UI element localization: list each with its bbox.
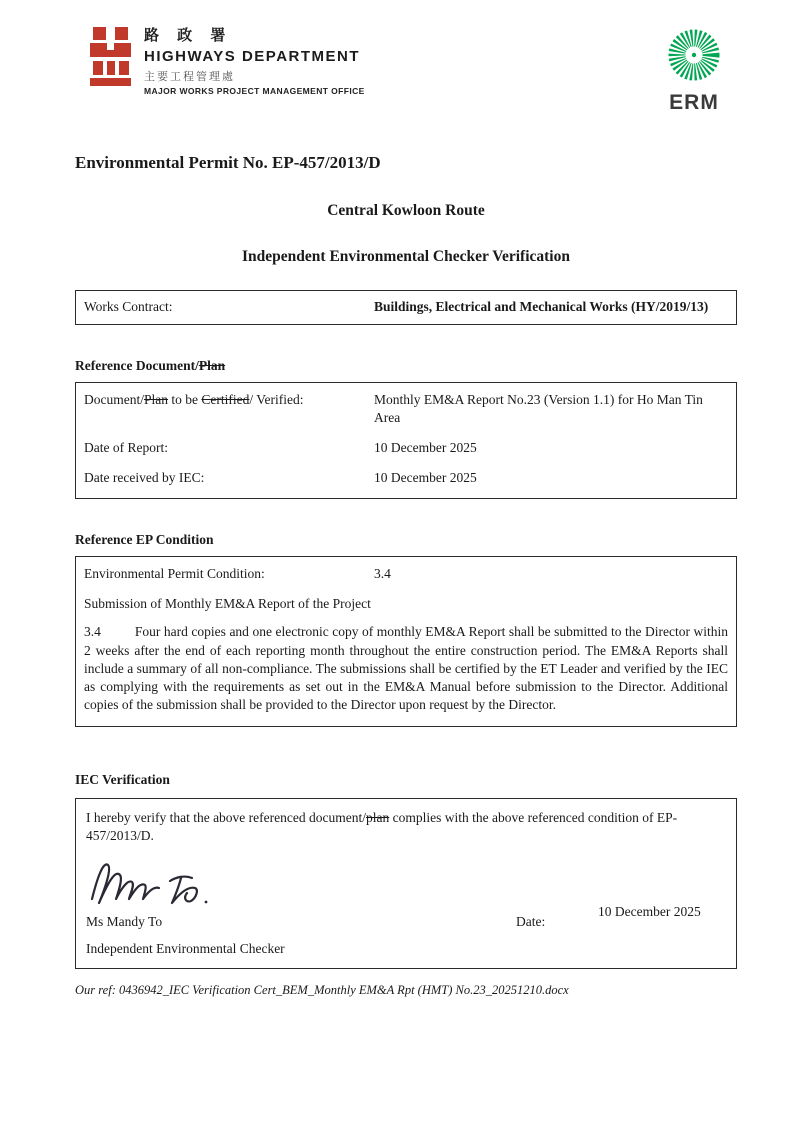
ep-condition-value: 3.4 — [374, 565, 391, 581]
iec-statement: I hereby verify that the above referenced document/plan complies with the above referenced condition of EP-457/2013/D. — [86, 809, 678, 843]
office-name-en: MAJOR WORKS PROJECT MANAGEMENT OFFICE — [144, 86, 365, 97]
document-row — [76, 383, 736, 431]
works-contract-value: Buildings, Electrical and Mechanical Works (HY/2019/13) — [374, 299, 709, 315]
iec-verification-heading: IEC Verification — [75, 772, 170, 788]
reference-document-heading: Reference Document/Plan — [75, 357, 226, 373]
date-label: Date: — [516, 914, 546, 930]
received-date-value: 10 December 2025 — [374, 470, 477, 486]
dept-name-zh: 路 政 署 — [144, 27, 233, 44]
verification-title: Independent Environmental Checker Verification — [242, 248, 570, 266]
received-date-row — [76, 461, 736, 497]
received-date-label: Date received by IEC: — [84, 470, 205, 486]
date-value: 10 December 2025 — [598, 904, 701, 920]
project-title: Central Kowloon Route — [327, 201, 485, 219]
dept-name-en: HIGHWAYS DEPARTMENT — [144, 48, 361, 66]
report-date-label: Date of Report: — [84, 440, 168, 456]
highways-department-block — [88, 26, 365, 98]
document-page — [75, 0, 737, 999]
footer-our-ref: Our ref: 0436942_IEC Verification Cert_BEM_Monthly EM&A Rpt (HMT) No.23_20251210.docx — [75, 983, 569, 998]
iec-verification-box — [75, 798, 737, 970]
report-date-row — [76, 431, 736, 461]
reference-ep-box — [75, 556, 737, 728]
department-titles — [144, 26, 365, 98]
ep-subheading: Submission of Monthly EM&A Report of the Project — [84, 596, 371, 612]
office-name-zh: 主要工程管理處 — [144, 70, 235, 83]
erm-wordmark: ERM — [669, 91, 719, 115]
signature-row — [76, 904, 736, 937]
highways-department-logo-icon — [88, 26, 134, 93]
permit-number-title: Environmental Permit No. EP-457/2013/D — [75, 152, 381, 172]
works-contract-box — [75, 290, 737, 324]
ep-clause-number: 3.4 — [84, 624, 101, 640]
report-date-value: 10 December 2025 — [374, 440, 477, 456]
document-value: Monthly EM&A Report No.23 (Version 1.1) for Ho Man Tin Area — [374, 391, 703, 425]
document-label: Document/Plan to be Certified/ Verified: — [84, 391, 304, 407]
signer-title: Independent Environmental Checker — [86, 941, 285, 957]
ep-condition-row — [76, 557, 736, 587]
signer-name: Ms Mandy To — [86, 914, 163, 930]
reference-document-box — [75, 382, 737, 499]
reference-ep-heading: Reference EP Condition — [75, 531, 214, 547]
erm-logo-icon — [667, 28, 721, 87]
ep-clause-text: 3.4 Four hard copies and one electronic copy of monthly EM&A Report shall be submitted to the Director within 2 weeks after the end of each reporting month throughout the entire construction period. The EM&A Reports shall include a summary of all non-compliance. The submissions shall be certified by the ET Leader and verified by the IEC as complying with the requirements as set out in the EM&A Manual before submission to the Director. Additional copies of the submission shall be provided to the Director upon request by the Director. — [84, 624, 728, 713]
ep-condition-label: Environmental Permit Condition: — [84, 565, 265, 581]
works-contract-label: Works Contract: — [84, 299, 173, 315]
erm-logo-block — [667, 28, 721, 118]
page-header — [75, 0, 737, 118]
